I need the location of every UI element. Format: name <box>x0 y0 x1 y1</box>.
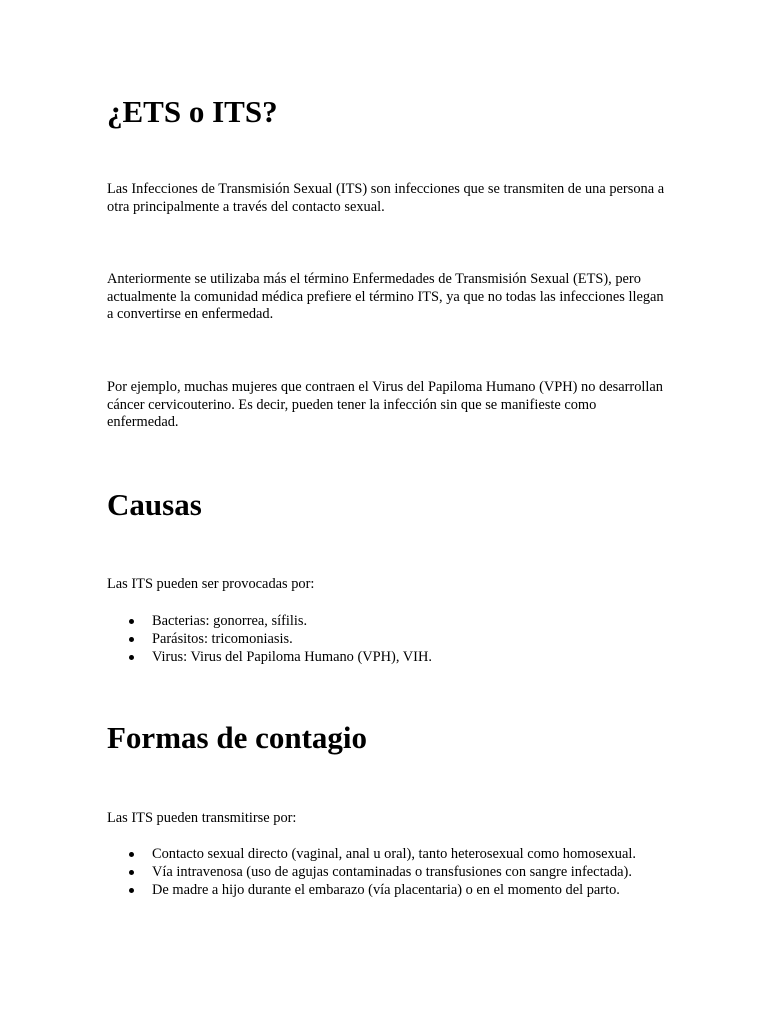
list-item-text: Parásitos: tricomoniasis. <box>152 631 293 647</box>
causas-list <box>107 612 687 666</box>
paragraph-contagio-intro: Las ITS pueden transmitirse por: <box>107 810 297 826</box>
list-item-text: Vía intravenosa (uso de agujas contaminadas o transfusiones con sangre infectada). <box>152 864 632 880</box>
paragraph-termino-ets: Anteriormente se utilizaba más el término Enfermedades de Transmisión Sexual (ETS), pero actualmente la comunidad médica prefiere el término ITS, ya que no todas las infecciones llegan a convertirse en enfermedad. <box>107 271 664 323</box>
list-item-text: Bacterias: gonorrea, sífilis. <box>152 613 308 629</box>
list-item <box>107 845 687 863</box>
paragraph-definicion-its: Las Infecciones de Transmisión Sexual (ITS) son infecciones que se transmiten de una persona a otra principalmente a través del contacto sexual. <box>107 181 665 215</box>
paragraph-causas-intro: Las ITS pueden ser provocadas por: <box>107 576 315 592</box>
bullet-icon <box>129 637 134 642</box>
list-item <box>107 863 687 881</box>
contagio-list <box>107 845 687 899</box>
bullet-icon <box>129 870 134 875</box>
heading-formas-de-contagio: Formas de contagio <box>107 720 368 755</box>
heading-causas: Causas <box>107 487 202 522</box>
list-item-text: Virus: Virus del Papiloma Humano (VPH), VIH. <box>152 649 432 665</box>
list-item <box>107 648 687 666</box>
list-item <box>107 630 687 648</box>
bullet-icon <box>129 619 134 624</box>
list-item <box>107 612 687 630</box>
list-item <box>107 881 687 899</box>
paragraph-ejemplo-vph: Por ejemplo, muchas mujeres que contraen el Virus del Papiloma Humano (VPH) no desarrollan cáncer cervicouterino. Es decir, pueden tener la infección sin que se manifieste como enfermedad. <box>107 379 663 431</box>
heading-ets-o-its: ¿ETS o ITS? <box>107 94 278 129</box>
bullet-icon <box>129 888 134 893</box>
bullet-icon <box>129 655 134 660</box>
bullet-icon <box>129 852 134 857</box>
list-item-text: De madre a hijo durante el embarazo (vía placentaria) o en el momento del parto. <box>152 882 620 898</box>
list-item-text: Contacto sexual directo (vaginal, anal u oral), tanto heterosexual como homosexual. <box>152 846 636 862</box>
